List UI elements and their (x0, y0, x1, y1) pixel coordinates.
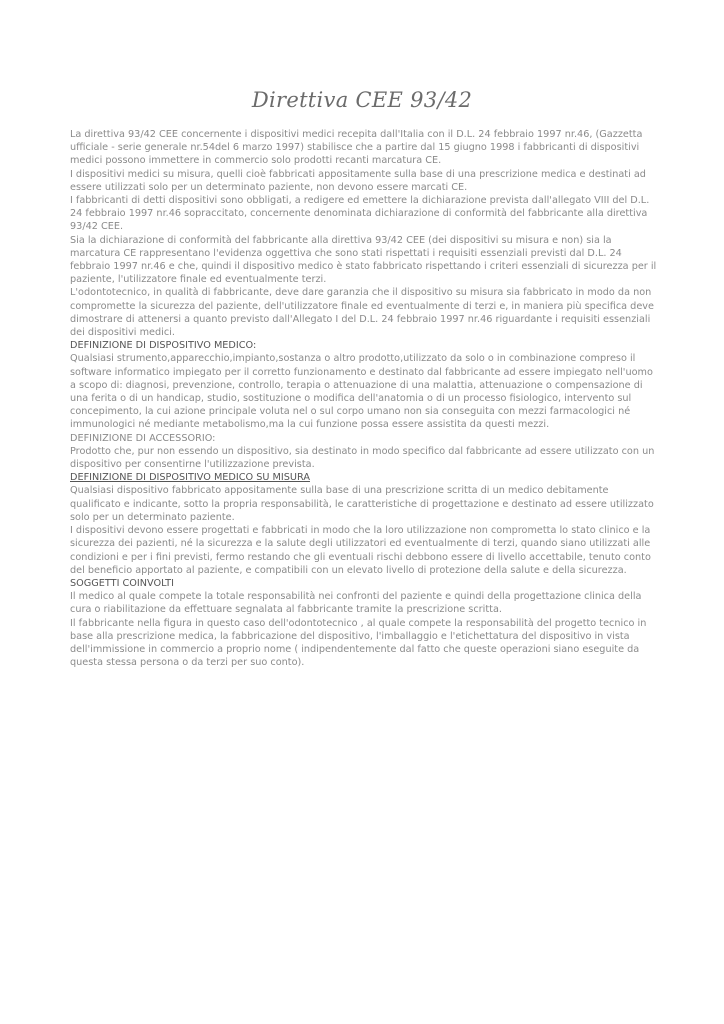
paragraph: I dispositivi medici su misura, quelli cioè fabbricati appositamente sulla base di una prescrizione medica e destinati ad essere utilizzati solo per un determinato paziente, non devono essere marcati CE. (70, 168, 646, 193)
paragraph: La direttiva 93/42 CEE concernente i dispositivi medici recepita dall'Italia con il D.L. 24 febbraio 1997 nr.46, (Gazzetta ufficiale - serie generale nr.54del 6 marzo 1997) stabilisce che a partire dal 15 giugno 1998 i fabbricanti di dispositivi medici possono immettere in commercio solo prodotti recanti marcatura CE. (70, 129, 643, 167)
paragraph: Prodotto che, pur non essendo un dispositivo, sia destinato in modo specifico dal fabbricante ad essere utilizzato con un dispositivo per consentirne l'utilizzazione prevista. (70, 445, 655, 471)
document-body (70, 128, 658, 669)
section-heading: DEFINIZIONE DI DISPOSITIVO MEDICO SU MISURA (70, 472, 310, 484)
paragraph: Qualsiasi strumento,apparecchio,impianto,sostanza o altro prodotto,utilizzato da solo o in combinazione compreso il software informatico impiegato per il corretto funzionamento e destinato dal fabbricante ad essere impiegato nell'uomo a scopo di: diagnosi, prevenzione, controllo, terapia o attenuazione di una malattia, attenuazione o compensazione di una ferita o di un handicap, studio, sostituzione o modifica dell'anatomia o di un processo fisiologico, intervento sul concepimento, la cui azione principale voluta nel o sul corpo umano non sia conseguita con mezzi farmacologici né immunologici né mediante metabolismo,ma la cui funzione possa essere assistita da questi mezzi. (70, 353, 653, 431)
document-title: Direttiva CEE 93/42 (251, 88, 473, 112)
paragraph: Qualsiasi dispositivo fabbricato appositamente sulla base di una prescrizione scritta di un medico debitamente qualificato e indicante, sotto la propria responsabilità, le caratteristiche di progettazione e destinato ad essere utilizzato solo per un determinato paziente. (70, 485, 654, 523)
paragraph: I fabbricanti di detti dispositivi sono obbligati, a redigere ed emettere la dichiarazione prevista dall'allegato VIII del D.L. 24 febbraio 1997 nr.46 sopraccitato, concernente denominata dichiarazione di conformità del fabbricante alla direttiva 93/42 CEE. (70, 195, 650, 233)
section-heading: SOGGETTI COINVOLTI (70, 577, 174, 589)
paragraph: I dispositivi devono essere progettati e fabbricati in modo che la loro utilizzazione non comprometta lo stato clinico e la sicurezza dei pazienti, né la sicurezza e la salute degli utilizzatori ed eventualmente di terzi, quando siano utilizzati alle condizioni e per i fini previsti, fermo restando che gli eventuali rischi debbono essere di livello accettabile, tenuto conto del beneficio apportato al paziente, e compatibili con un elevato livello di protezione della salute e della sicurezza. (70, 525, 651, 576)
paragraph: DEFINIZIONE DI ACCESSORIO: (70, 432, 216, 444)
section-heading: DEFINIZIONE DI DISPOSITIVO MEDICO: (70, 340, 257, 352)
paragraph: L'odontotecnico, in qualità di fabbricante, deve dare garanzia che il dispositivo su misura sia fabbricato in modo da non compromette la sicurezza del paziente, dell'utilizzatore finale ed eventualmente di terzi e, in maniera più specifica deve dimostrare di attenersi a quanto previsto dall'Allegato I del D.L. 24 febbraio 1997 nr.46 riguardante i requisiti essenziali dei dispositivi medici. (70, 287, 654, 339)
paragraph: Il medico al quale compete la totale responsabilità nei confronti del paziente e quindi della progettazione clinica della cura o riabilitazione da effettuare segnalata al fabbricante tramite la prescrizione scritta. (70, 591, 642, 616)
paragraph: Sia la dichiarazione di conformità del fabbricante alla direttiva 93/42 CEE (dei dispositivi su misura e non) sia la marcatura CE rappresentano l'evidenza oggettiva che sono stati rispettati i requisiti essenziali previsti dal D.L. 24 febbraio 1997 nr.46 e che, quindi il dispositivo medico è stato fabbricato rispettando i criteri essenziali di sicurezza per il paziente, l'utilizzatore finale ed eventualmente terzi. (70, 234, 657, 286)
paragraph: Il fabbricante nella figura in questo caso dell'odontotecnico , al quale compete la responsabilità del progetto tecnico in base alla prescrizione medica, la fabbricazione del dispositivo, l'imballaggio e l'etichettatura del dispositivo in vista dell'immissione in commercio a proprio nome ( indipendentemente dal fatto che queste operazioni siano eseguite da questa stessa persona o da terzi per suo conto). (70, 617, 647, 669)
